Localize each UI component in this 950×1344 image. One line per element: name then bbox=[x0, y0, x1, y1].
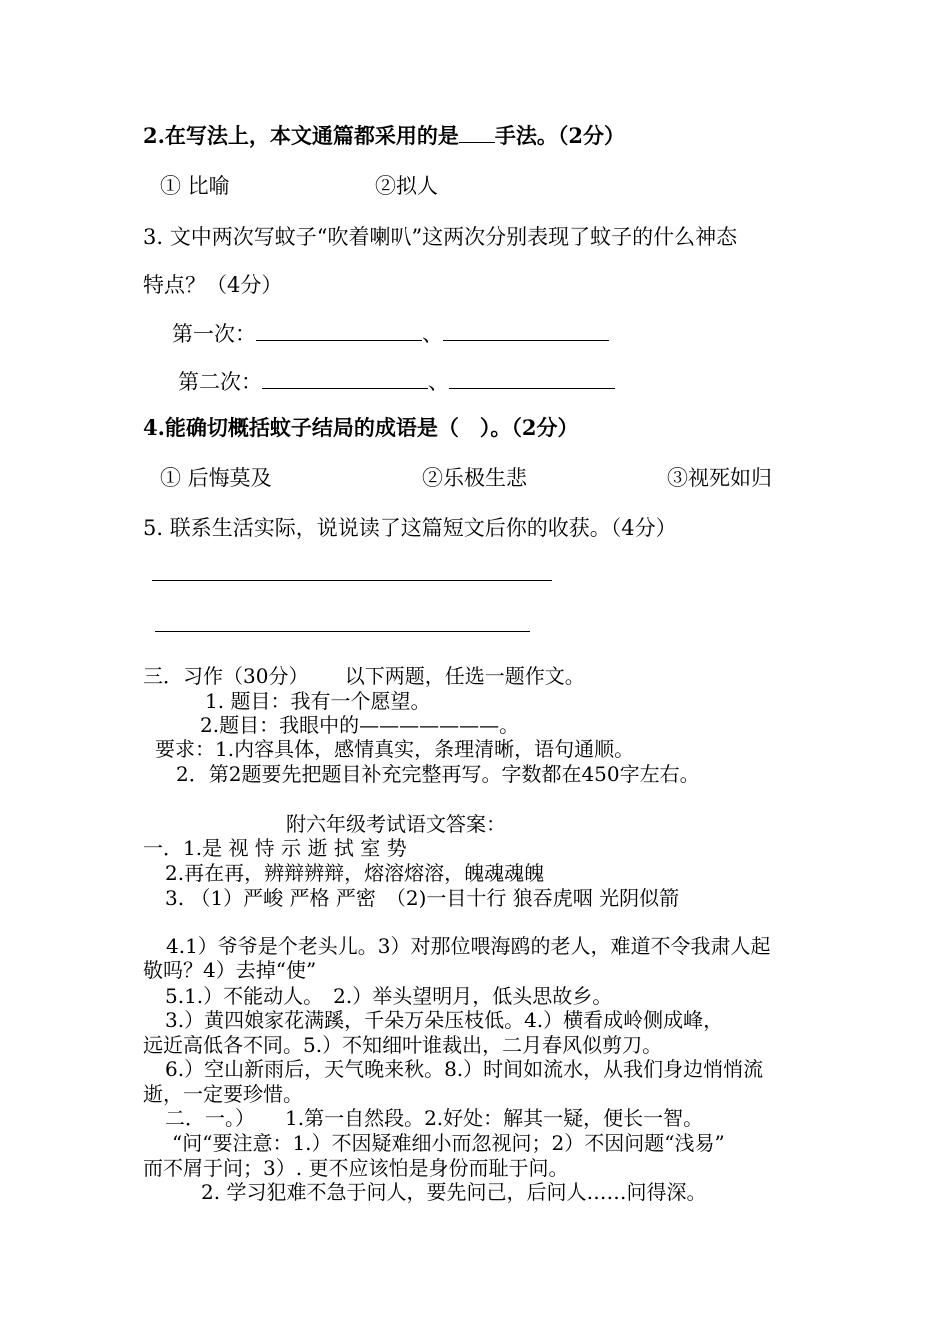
q3-second-sep: 、 bbox=[428, 370, 449, 394]
answer-1-4-line-1: 4.1）爷爷是个老头儿。3）对那位喂海鸥的老人，难道不令我肃人起 bbox=[166, 934, 771, 958]
q4-text: 4.能确切概括蚊子结局的成语是（ ）。（2分） bbox=[143, 415, 579, 440]
answer-1-3: 3. （1）严峻 严格 严密 （2)一目十行 狼吞虎咽 光阴似箭 bbox=[165, 886, 680, 910]
answer-1-5-line-1: 5.1.）不能动人。 2.）举头望明月，低头思故乡。 bbox=[165, 984, 613, 1008]
q4-option-1: ① 后悔莫及 bbox=[160, 466, 272, 490]
answer-1-4-line-2: 敬吗？4）去掉“使” bbox=[143, 958, 317, 982]
composition-topic-1: 1. 题目：我有一个愿望。 bbox=[205, 689, 431, 713]
composition-requirement-2: 2．第2题要先把题目补充完整再写。字数都在450字左右。 bbox=[176, 762, 700, 786]
answer-2-3: 而不屑于问；3）. 更不应该怕是身份而耻于问。 bbox=[143, 1156, 569, 1180]
q4-option-2: ②乐极生悲 bbox=[422, 466, 527, 490]
q3-first-line bbox=[172, 322, 609, 346]
q2-suffix: 手法。（2分） bbox=[494, 123, 626, 148]
q5-answer-line-1[interactable] bbox=[152, 580, 552, 581]
q3-second-blank-2[interactable] bbox=[449, 370, 615, 389]
q2-line bbox=[143, 124, 625, 148]
q3-text: 3. 文中两次写蚊子“吹着喇叭”这两次分别表现了蚊子的什么神态 bbox=[143, 225, 738, 249]
composition-topic-2: 2.题目：我眼中的———————。 bbox=[200, 713, 520, 737]
answer-1-5-line-2: 3.）黄四娘家花满蹊，千朵万朵压枝低。4.）横看成岭侧成峰， bbox=[165, 1008, 724, 1032]
q2-prefix: 2.在写法上，本文通篇都采用的是 bbox=[143, 123, 459, 148]
q2-option-1: ① 比喻 bbox=[160, 174, 230, 198]
answers-title: 附六年级考试语文答案： bbox=[286, 812, 506, 836]
q3-first-blank-1[interactable] bbox=[256, 322, 422, 341]
q5-answer-line-2[interactable] bbox=[155, 631, 530, 632]
answer-2-2: “问“要注意：1.）不因疑难细小而忽视问；2）不因问题“浅易” bbox=[172, 1131, 725, 1155]
answer-1-5-line-3: 远近高低各不同。5.）不知细叶谁裁出，二月春风似剪刀。 bbox=[143, 1033, 663, 1057]
q2-blank[interactable] bbox=[459, 124, 495, 143]
answer-2-4: 2. 学习犯难不急于问人，要先问己，后问人……问得深。 bbox=[201, 1180, 707, 1204]
composition-requirement-1: 要求：1.内容具体，感情真实，条理清晰，语句通顺。 bbox=[155, 737, 635, 761]
q4-option-3: ③视死如归 bbox=[667, 466, 772, 490]
answer-1-2: 2.再在再，辨辩辨辩，熔溶熔溶，魄魂魂魄 bbox=[165, 861, 545, 885]
q3-first-blank-2[interactable] bbox=[443, 322, 609, 341]
answer-1-5-line-4: 6.）空山新雨后，天气晚来秋。8.）时间如流水，从我们身边悄悄流 bbox=[165, 1057, 764, 1081]
answer-1-1: 一．1.是 视 恃 示 逝 拭 室 势 bbox=[143, 836, 407, 860]
q3-first-sep: 、 bbox=[422, 322, 443, 346]
q3-text-cont: 特点？（4分） bbox=[143, 273, 283, 297]
q3-second-blank-1[interactable] bbox=[262, 370, 428, 389]
q3-second-line bbox=[178, 370, 615, 394]
q5-text: 5. 联系生活实际，说说读了这篇短文后你的收获。（4分） bbox=[143, 516, 677, 540]
q3-second-label: 第二次： bbox=[178, 370, 262, 394]
q2-option-2: ②拟人 bbox=[375, 174, 438, 198]
answer-1-5-line-5: 逝，一定要珍惜。 bbox=[143, 1082, 303, 1106]
q3-first-label: 第一次： bbox=[172, 322, 256, 346]
composition-heading: 三．习作（30分） 以下两题，任选一题作文。 bbox=[143, 664, 585, 688]
answer-2-1: 二．一。） 1.第一自然段。2.好处：解其一疑，便长一智。 bbox=[165, 1106, 704, 1130]
